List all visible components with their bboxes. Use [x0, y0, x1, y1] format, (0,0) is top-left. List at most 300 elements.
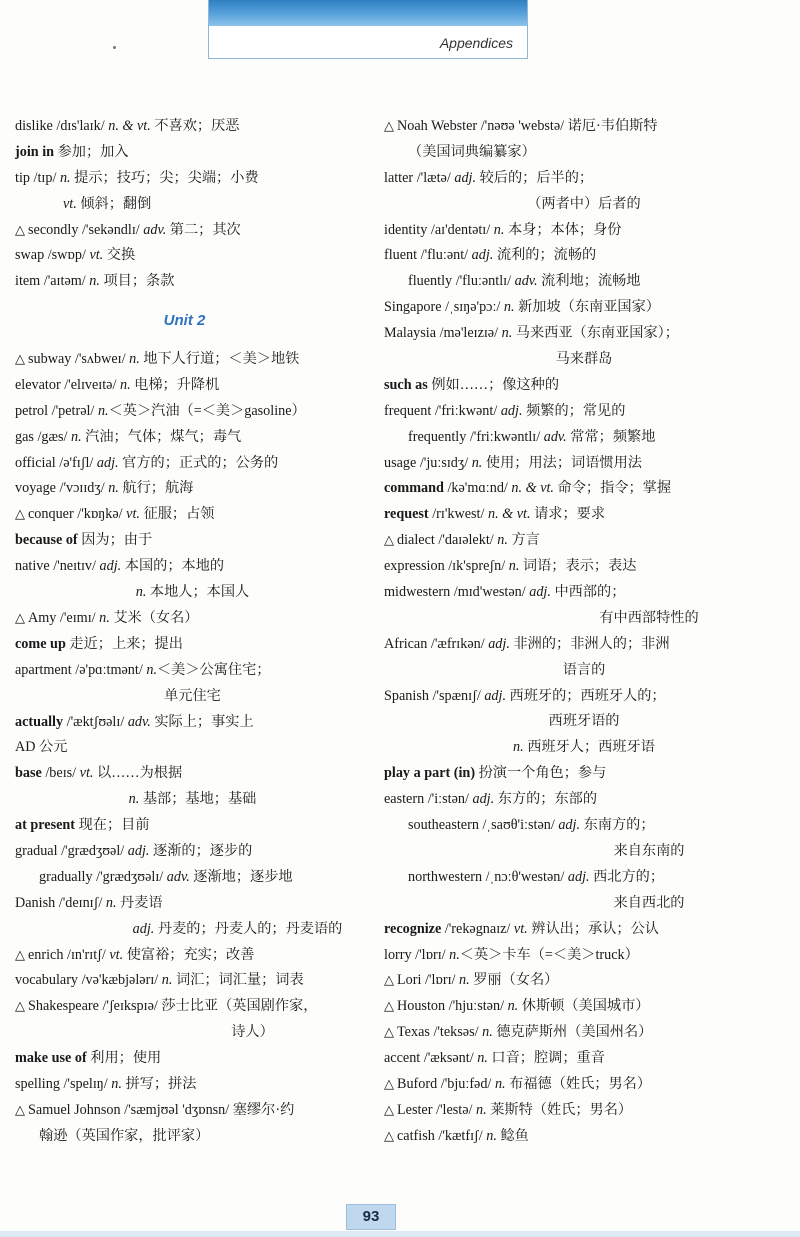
- entry-pronunciation: /'lestə/: [432, 1101, 476, 1118]
- entry-part-of-speech: adj.: [488, 635, 510, 652]
- entry-headword: voyage: [15, 480, 56, 497]
- entry-definition: 较后的；后半的；: [476, 169, 594, 186]
- entry-pronunciation: /'sekəndlɪ/: [78, 221, 144, 238]
- vocab-entry: [15, 218, 370, 244]
- vocab-entry: [15, 373, 370, 399]
- entry-part-of-speech: n.: [99, 609, 110, 626]
- vocab-entry: [15, 710, 370, 736]
- vocab-entry: [384, 943, 784, 969]
- vocab-entry: [15, 192, 370, 218]
- entry-pronunciation: /tɪp/: [29, 169, 60, 186]
- entry-definition: 本国的；本地的: [121, 558, 225, 575]
- entry-definition: 项目；条款: [99, 273, 175, 290]
- entry-part-of-speech: n.: [108, 480, 119, 497]
- entry-definition: 马来西亚（东南亚国家）；: [512, 325, 679, 342]
- entry-headword: catfish: [397, 1127, 435, 1144]
- vocab-entry: [384, 968, 784, 994]
- entry-part-of-speech: n.: [486, 1127, 497, 1144]
- entry-headword: item: [15, 273, 41, 290]
- entry-pronunciation: /aɪ'dentətɪ/: [427, 221, 494, 238]
- entry-pronunciation: /ɪk'spreʃn/: [444, 558, 509, 575]
- entry-headword: official: [15, 454, 56, 471]
- vocab-entry: [15, 684, 370, 710]
- entry-part-of-speech: n.: [501, 325, 513, 342]
- entry-definition: 诗人）: [231, 1024, 274, 1041]
- entry-headword: Malaysia: [384, 325, 437, 342]
- entry-headword: fluent: [384, 247, 418, 264]
- entry-part-of-speech: n.: [459, 972, 470, 989]
- entry-definition: 单元住宅: [164, 687, 221, 704]
- entry-definition: 中西部的；: [550, 584, 626, 601]
- entry-part-of-speech: n.: [128, 791, 140, 808]
- entry-part-of-speech: n. & vt.: [511, 480, 554, 497]
- entry-definition: 词汇；词汇量；词表: [172, 972, 304, 989]
- section-title: Appendices: [439, 35, 513, 51]
- triangle-icon: △: [384, 1102, 394, 1118]
- entry-part-of-speech: n.: [161, 972, 173, 989]
- entry-part-of-speech: vt.: [126, 506, 140, 523]
- triangle-icon: △: [15, 352, 25, 368]
- entry-part-of-speech: vt.: [513, 920, 528, 937]
- vocab-entry: [384, 554, 784, 580]
- triangle-icon: △: [384, 1076, 394, 1092]
- entry-headword: come up: [15, 635, 66, 652]
- vocab-entry: [384, 658, 784, 684]
- vocab-entry: [15, 502, 370, 528]
- entry-headword: at present: [15, 817, 76, 834]
- entry-headword: identity: [384, 221, 428, 238]
- entry-definition: 流利的；流畅的: [493, 247, 597, 264]
- entry-definition: 非洲的；非洲人的；非洲: [509, 635, 670, 652]
- vocab-entry: [384, 917, 784, 943]
- vocab-entry: [15, 994, 370, 1020]
- entry-definition: 航行；航海: [118, 480, 194, 497]
- entry-headword: northwestern: [408, 868, 483, 885]
- entry-part-of-speech: adv.: [127, 713, 151, 730]
- entry-definition: 常常；频繁地: [566, 428, 656, 445]
- triangle-icon: △: [15, 222, 25, 238]
- entry-definition: 提示；技巧；尖；尖端；小费: [70, 169, 259, 186]
- triangle-icon: △: [384, 999, 394, 1015]
- entry-pronunciation: /'elɪveɪtə/: [60, 376, 120, 393]
- vocab-entry: [384, 451, 784, 477]
- entry-pronunciation: /'aɪtəm/: [40, 273, 90, 290]
- triangle-icon: △: [15, 1102, 25, 1118]
- entry-pronunciation: /'iːstən/: [424, 791, 473, 808]
- entry-pronunciation: /'petrəl/: [48, 402, 98, 419]
- vocab-entry: [384, 1020, 784, 1046]
- entry-part-of-speech: n.: [476, 1101, 487, 1118]
- entry-headword: Texas: [397, 1024, 430, 1041]
- vocab-entry: [15, 606, 370, 632]
- entry-pronunciation: /'lætə/: [413, 169, 455, 186]
- entry-definition: 来自东南的: [613, 842, 685, 859]
- entry-part-of-speech: n.: [513, 739, 524, 756]
- entry-part-of-speech: vt.: [89, 247, 104, 264]
- vocab-entry: [384, 399, 784, 425]
- entry-pronunciation: /rɪ'kwest/: [428, 506, 488, 523]
- entry-headword: such as: [384, 376, 428, 393]
- entry-definition: 鲶鱼: [496, 1127, 529, 1144]
- vocab-entry: [384, 321, 784, 347]
- entry-part-of-speech: n.: [146, 661, 157, 678]
- entry-part-of-speech: n.: [497, 532, 508, 549]
- vocab-entry: [15, 917, 370, 943]
- triangle-icon: △: [15, 999, 25, 1015]
- entry-definition: 西班牙的；西班牙人的；: [506, 687, 666, 704]
- entry-pronunciation: /'eɪmɪ/: [56, 609, 100, 626]
- entry-headword: gas: [15, 428, 34, 445]
- entry-headword: AD: [15, 739, 36, 756]
- entry-part-of-speech: adv.: [143, 221, 167, 238]
- entry-headword: Buford: [397, 1075, 438, 1092]
- vocab-entry: [384, 114, 784, 140]
- entry-definition: （两者中）后者的: [527, 195, 641, 212]
- entry-definition: 口音；腔调；重音: [487, 1050, 605, 1067]
- entry-pronunciation: /'teksəs/: [429, 1024, 483, 1041]
- entry-pronunciation: /mɪd'westən/: [450, 584, 530, 601]
- entry-headword: swap: [15, 247, 45, 264]
- entry-pronunciation: /'æksənt/: [420, 1050, 478, 1067]
- vocab-entry: [384, 761, 784, 787]
- entry-headword: usage: [384, 454, 417, 471]
- entry-headword: dislike: [15, 118, 53, 134]
- entry-definition: 东方的；东部的: [494, 791, 598, 808]
- vocab-entry: [384, 1046, 784, 1072]
- left-column: [15, 114, 370, 1150]
- entry-pronunciation: /'deɪnɪʃ/: [55, 894, 106, 911]
- entry-pronunciation: /ə'pɑːtmənt/: [71, 661, 147, 678]
- entry-pronunciation: /'spænɪʃ/: [428, 687, 485, 704]
- entry-part-of-speech: adv.: [543, 428, 567, 445]
- entry-pronunciation: /'lɒrɪ/: [421, 972, 459, 989]
- entry-definition: 莱斯特（姓氏；男名）: [486, 1101, 633, 1118]
- entry-headword: Noah Webster: [397, 118, 478, 134]
- entry-headword: Amy: [28, 609, 57, 626]
- entry-pronunciation: /ə'fɪʃl/: [55, 454, 97, 471]
- entry-part-of-speech: n. & vt.: [487, 506, 531, 523]
- entry-definition: 西班牙语的: [548, 713, 620, 730]
- entry-definition: 逐渐地；逐步地: [189, 868, 293, 885]
- entry-headword: accent: [384, 1050, 421, 1067]
- entry-pronunciation: /'spelɪŋ/: [59, 1075, 112, 1092]
- entry-headword: actually: [15, 713, 64, 730]
- right-column: [384, 114, 784, 1150]
- vocab-entry: [15, 347, 370, 373]
- entry-pronunciation: /'hjuːstən/: [445, 998, 508, 1015]
- vocab-entry: [384, 425, 784, 451]
- entry-part-of-speech: adj.: [99, 558, 122, 575]
- entry-headword: secondly: [28, 221, 79, 238]
- page-number: 93: [346, 1204, 396, 1230]
- entry-definition: 请求；要求: [530, 506, 606, 523]
- entry-part-of-speech: adj.: [132, 920, 155, 937]
- entry-definition: 扮演一个角色；参与: [478, 765, 607, 782]
- entry-part-of-speech: adj.: [454, 169, 477, 186]
- entry-part-of-speech: adj.: [567, 868, 590, 885]
- entry-definition: 交换: [103, 247, 136, 264]
- entry-pronunciation: /dɪs'laɪk/: [52, 118, 109, 134]
- triangle-icon: △: [384, 1128, 394, 1144]
- entry-definition: 方言: [507, 532, 540, 549]
- entry-headword: latter: [384, 169, 414, 186]
- entry-part-of-speech: n. & vt.: [108, 118, 151, 134]
- entry-pronunciation: /kə'mɑːnd/: [443, 480, 512, 497]
- entry-part-of-speech: n.: [503, 299, 515, 316]
- vocab-entry: [15, 891, 370, 917]
- vocab-entry: [384, 839, 784, 865]
- entry-definition: 走近；上来；提出: [69, 635, 183, 652]
- entry-part-of-speech: adj.: [96, 454, 119, 471]
- entry-headword: African: [384, 635, 428, 652]
- entry-definition: （美国词典编纂家）: [408, 143, 536, 160]
- vocab-entry: [15, 761, 370, 787]
- entry-part-of-speech: n.: [507, 998, 519, 1015]
- entry-part-of-speech: adj.: [529, 584, 551, 601]
- vocab-entry: [384, 347, 784, 373]
- entry-definition: 词语；表示；表达: [519, 558, 637, 575]
- triangle-icon: △: [15, 610, 25, 626]
- entry-pronunciation: /'daɪəlekt/: [434, 532, 498, 549]
- unit-title: Unit 2: [163, 312, 206, 330]
- entry-headword: southeastern: [408, 817, 479, 834]
- vocab-entry: [15, 658, 370, 684]
- entry-headword: join in: [15, 143, 55, 160]
- vocab-entry: [15, 839, 370, 865]
- entry-pronunciation: /'juːsɪdʒ/: [416, 454, 472, 471]
- vocab-entry: [384, 684, 784, 710]
- vocab-entry: [15, 476, 370, 502]
- triangle-icon: △: [384, 533, 394, 549]
- entry-definition: 布福德（姓氏；男名）: [505, 1075, 652, 1092]
- entry-part-of-speech: n.: [105, 894, 117, 911]
- entry-definition: 丹麦语: [116, 894, 163, 911]
- triangle-icon: △: [15, 507, 25, 523]
- entry-headword: petrol: [15, 402, 49, 419]
- entry-headword: conquer: [28, 506, 74, 523]
- entry-definition: 马来群岛: [555, 351, 613, 368]
- entry-part-of-speech: n.: [135, 584, 147, 601]
- entry-headword: midwestern: [384, 584, 451, 601]
- entry-part-of-speech: n.: [449, 946, 460, 963]
- entry-headword: elevator: [15, 376, 61, 393]
- entry-headword: Danish: [15, 894, 56, 911]
- entry-definition: 本地人；本国人: [146, 584, 250, 601]
- vocab-entry: [384, 295, 784, 321]
- vocab-entry: [15, 166, 370, 192]
- entry-pronunciation: /beɪs/: [41, 765, 80, 782]
- vocab-entry: [15, 1046, 370, 1072]
- entry-headword: base: [15, 765, 42, 782]
- entry-headword: apartment: [15, 661, 72, 678]
- entry-definition: 休斯顿（美国城市）: [518, 998, 650, 1015]
- entry-part-of-speech: adj.: [127, 842, 150, 859]
- entry-part-of-speech: n.: [89, 273, 100, 290]
- unit-heading: [15, 295, 370, 347]
- entry-definition: 频繁的；常见的: [522, 402, 626, 419]
- triangle-icon: △: [384, 973, 394, 989]
- vocab-entry: [384, 269, 784, 295]
- entry-definition: 塞缪尔·约: [232, 1101, 295, 1118]
- vocab-entry: [15, 943, 370, 969]
- entry-definition: 德克萨斯州（美国州名）: [492, 1024, 653, 1041]
- vocab-entry: [15, 399, 370, 425]
- vocab-entry: [384, 606, 784, 632]
- entry-definition: 利用；使用: [90, 1050, 162, 1067]
- entry-definition: 实际上；事实上: [150, 713, 254, 730]
- entry-part-of-speech: n.: [97, 402, 109, 419]
- vocab-entry: [384, 891, 784, 917]
- vocab-entry: [384, 787, 784, 813]
- entry-definition: 倾斜；翻倒: [76, 195, 152, 212]
- entry-pronunciation: /ˌnɔːθ'westən/: [482, 868, 568, 885]
- entry-pronunciation: /'friːkwəntlɪ/: [466, 428, 544, 445]
- entry-pronunciation: /gæs/: [33, 428, 71, 445]
- vocab-entry: [15, 1124, 370, 1150]
- entry-part-of-speech: n.: [493, 221, 505, 238]
- entry-headword: native: [15, 558, 50, 575]
- triangle-icon: △: [384, 119, 394, 134]
- vocab-entry: [384, 994, 784, 1020]
- entry-pronunciation: /'grædʒʊəlɪ/: [92, 868, 167, 885]
- entry-pronunciation: /'friːkwənt/: [431, 402, 501, 419]
- vocab-entry: [15, 1020, 370, 1046]
- vocab-entry: [384, 218, 784, 244]
- vocab-entry: [15, 735, 370, 761]
- entry-part-of-speech: n.: [482, 1024, 493, 1041]
- vocab-entry: [15, 451, 370, 477]
- entry-headword: Spanish: [384, 687, 429, 704]
- entry-part-of-speech: adj.: [500, 402, 523, 419]
- vocab-entry: [15, 425, 370, 451]
- vocab-entry: [15, 787, 370, 813]
- vocab-entry: [15, 580, 370, 606]
- entry-pronunciation: /'æfrɪkən/: [427, 635, 489, 652]
- vocab-entry: [384, 140, 784, 166]
- entry-part-of-speech: adv.: [514, 273, 538, 290]
- page-dot: [113, 46, 116, 49]
- entry-definition: 诺厄·韦伯斯特: [567, 118, 658, 134]
- entry-headword: because of: [15, 532, 78, 549]
- entry-headword: dialect: [397, 532, 435, 549]
- entry-headword: make use of: [15, 1050, 87, 1067]
- entry-part-of-speech: n.: [477, 1050, 488, 1067]
- entry-headword: Shakespeare: [28, 998, 99, 1015]
- vocab-entry: [384, 1124, 784, 1150]
- entry-definition: 来自西北的: [613, 894, 685, 911]
- header-banner-image: [209, 0, 527, 26]
- entry-definition: 汽油；气体；煤气；毒气: [81, 428, 242, 445]
- entry-part-of-speech: adv.: [166, 868, 190, 885]
- vocab-entry: [384, 192, 784, 218]
- vocab-entry: [384, 1098, 784, 1124]
- vocab-entry: [384, 528, 784, 554]
- entry-definition: 本身；本体；身份: [504, 221, 622, 238]
- entry-part-of-speech: n.: [494, 1075, 506, 1092]
- entry-definition: 逐渐的；逐步的: [149, 842, 253, 859]
- triangle-icon: △: [15, 947, 25, 963]
- entry-pronunciation: /'kætfɪʃ/: [434, 1127, 487, 1144]
- entry-definition: 使富裕；充实；改善: [123, 946, 255, 963]
- entry-definition: 流利地；流畅地: [537, 273, 641, 290]
- entry-headword: tip: [15, 169, 30, 186]
- vocab-entry: [384, 580, 784, 606]
- entry-pronunciation: /'bjuːfəd/: [437, 1075, 495, 1092]
- entry-definition: 命令；指令；掌握: [553, 480, 672, 497]
- entry-part-of-speech: n.: [119, 376, 131, 393]
- entry-pronunciation: /mə'leɪzɪə/: [436, 325, 502, 342]
- vocab-entry: [384, 865, 784, 891]
- vocab-entry: [384, 373, 784, 399]
- vocab-entry: [15, 813, 370, 839]
- entry-pronunciation: /və'kæbjələrɪ/: [78, 972, 162, 989]
- entry-definition: 因为；由于: [81, 532, 153, 549]
- entry-headword: frequent: [384, 402, 432, 419]
- vocab-entry: [384, 735, 784, 761]
- entry-part-of-speech: n.: [129, 351, 140, 368]
- entry-part-of-speech: n.: [508, 558, 520, 575]
- vocab-entry: [15, 865, 370, 891]
- entry-definition: ＜美＞公寓住宅；: [156, 661, 271, 678]
- entry-definition: 西北方的；: [589, 868, 665, 885]
- entry-headword: request: [384, 506, 429, 523]
- entry-part-of-speech: n.: [70, 428, 82, 445]
- vocab-entry: [384, 476, 784, 502]
- entry-headword: Samuel Johnson: [28, 1101, 121, 1118]
- entry-headword: Houston: [397, 998, 446, 1015]
- vocab-entry: [15, 114, 370, 140]
- entry-definition: 官方的；正式的；公务的: [118, 454, 279, 471]
- entry-definition: 例如……；像这种的: [431, 376, 560, 393]
- vocab-entry: [15, 528, 370, 554]
- header-box: [208, 0, 528, 59]
- entry-pronunciation: /'æktʃʊəlɪ/: [63, 713, 128, 730]
- entry-definition: 电梯；升降机: [130, 376, 220, 393]
- entry-headword: subway: [28, 351, 72, 368]
- vocab-entry: [384, 813, 784, 839]
- entry-part-of-speech: n.: [59, 169, 71, 186]
- entry-pronunciation: /'fluːəntlɪ/: [452, 273, 515, 290]
- entry-pronunciation: /ɪn'rɪtʃ/: [63, 946, 110, 963]
- entry-headword: vocabulary: [15, 972, 79, 989]
- entry-definition: 东南方的；: [580, 817, 655, 834]
- entry-definition: 地下人行道；＜美＞地铁: [139, 351, 300, 368]
- entry-pronunciation: /ˌsaʊθ'iːstən/: [478, 817, 559, 834]
- entry-definition: 参加；加入: [57, 143, 129, 160]
- entry-definition: 辨认出；承认；公认: [527, 920, 659, 937]
- entry-headword: spelling: [15, 1075, 60, 1092]
- entry-pronunciation: /'sʌbweɪ/: [71, 351, 130, 368]
- entry-pronunciation: /'grædʒʊəl/: [57, 842, 128, 859]
- vocab-entry: [384, 166, 784, 192]
- vocab-entry: [384, 243, 784, 269]
- vocab-entry: [15, 554, 370, 580]
- entry-definition: 艾米（女名）: [109, 609, 199, 626]
- entry-part-of-speech: adj.: [471, 247, 494, 264]
- entry-definition: 第二；其次: [166, 221, 241, 238]
- entry-pronunciation: /'neɪtɪv/: [49, 558, 100, 575]
- entry-part-of-speech: n.: [111, 1075, 122, 1092]
- vocab-entry: [15, 632, 370, 658]
- entry-headword: gradually: [39, 868, 93, 885]
- entry-pronunciation: /'nəʊə 'webstə/: [477, 118, 568, 134]
- entry-definition: 语言的: [562, 661, 606, 678]
- entry-pronunciation: /'rekəgnaɪz/: [441, 920, 514, 937]
- entry-part-of-speech: adj.: [558, 817, 581, 834]
- entry-definition: 使用；用法；词语惯用法: [482, 454, 642, 471]
- entry-definition: 以……为根据: [93, 765, 183, 782]
- triangle-icon: △: [384, 1025, 394, 1041]
